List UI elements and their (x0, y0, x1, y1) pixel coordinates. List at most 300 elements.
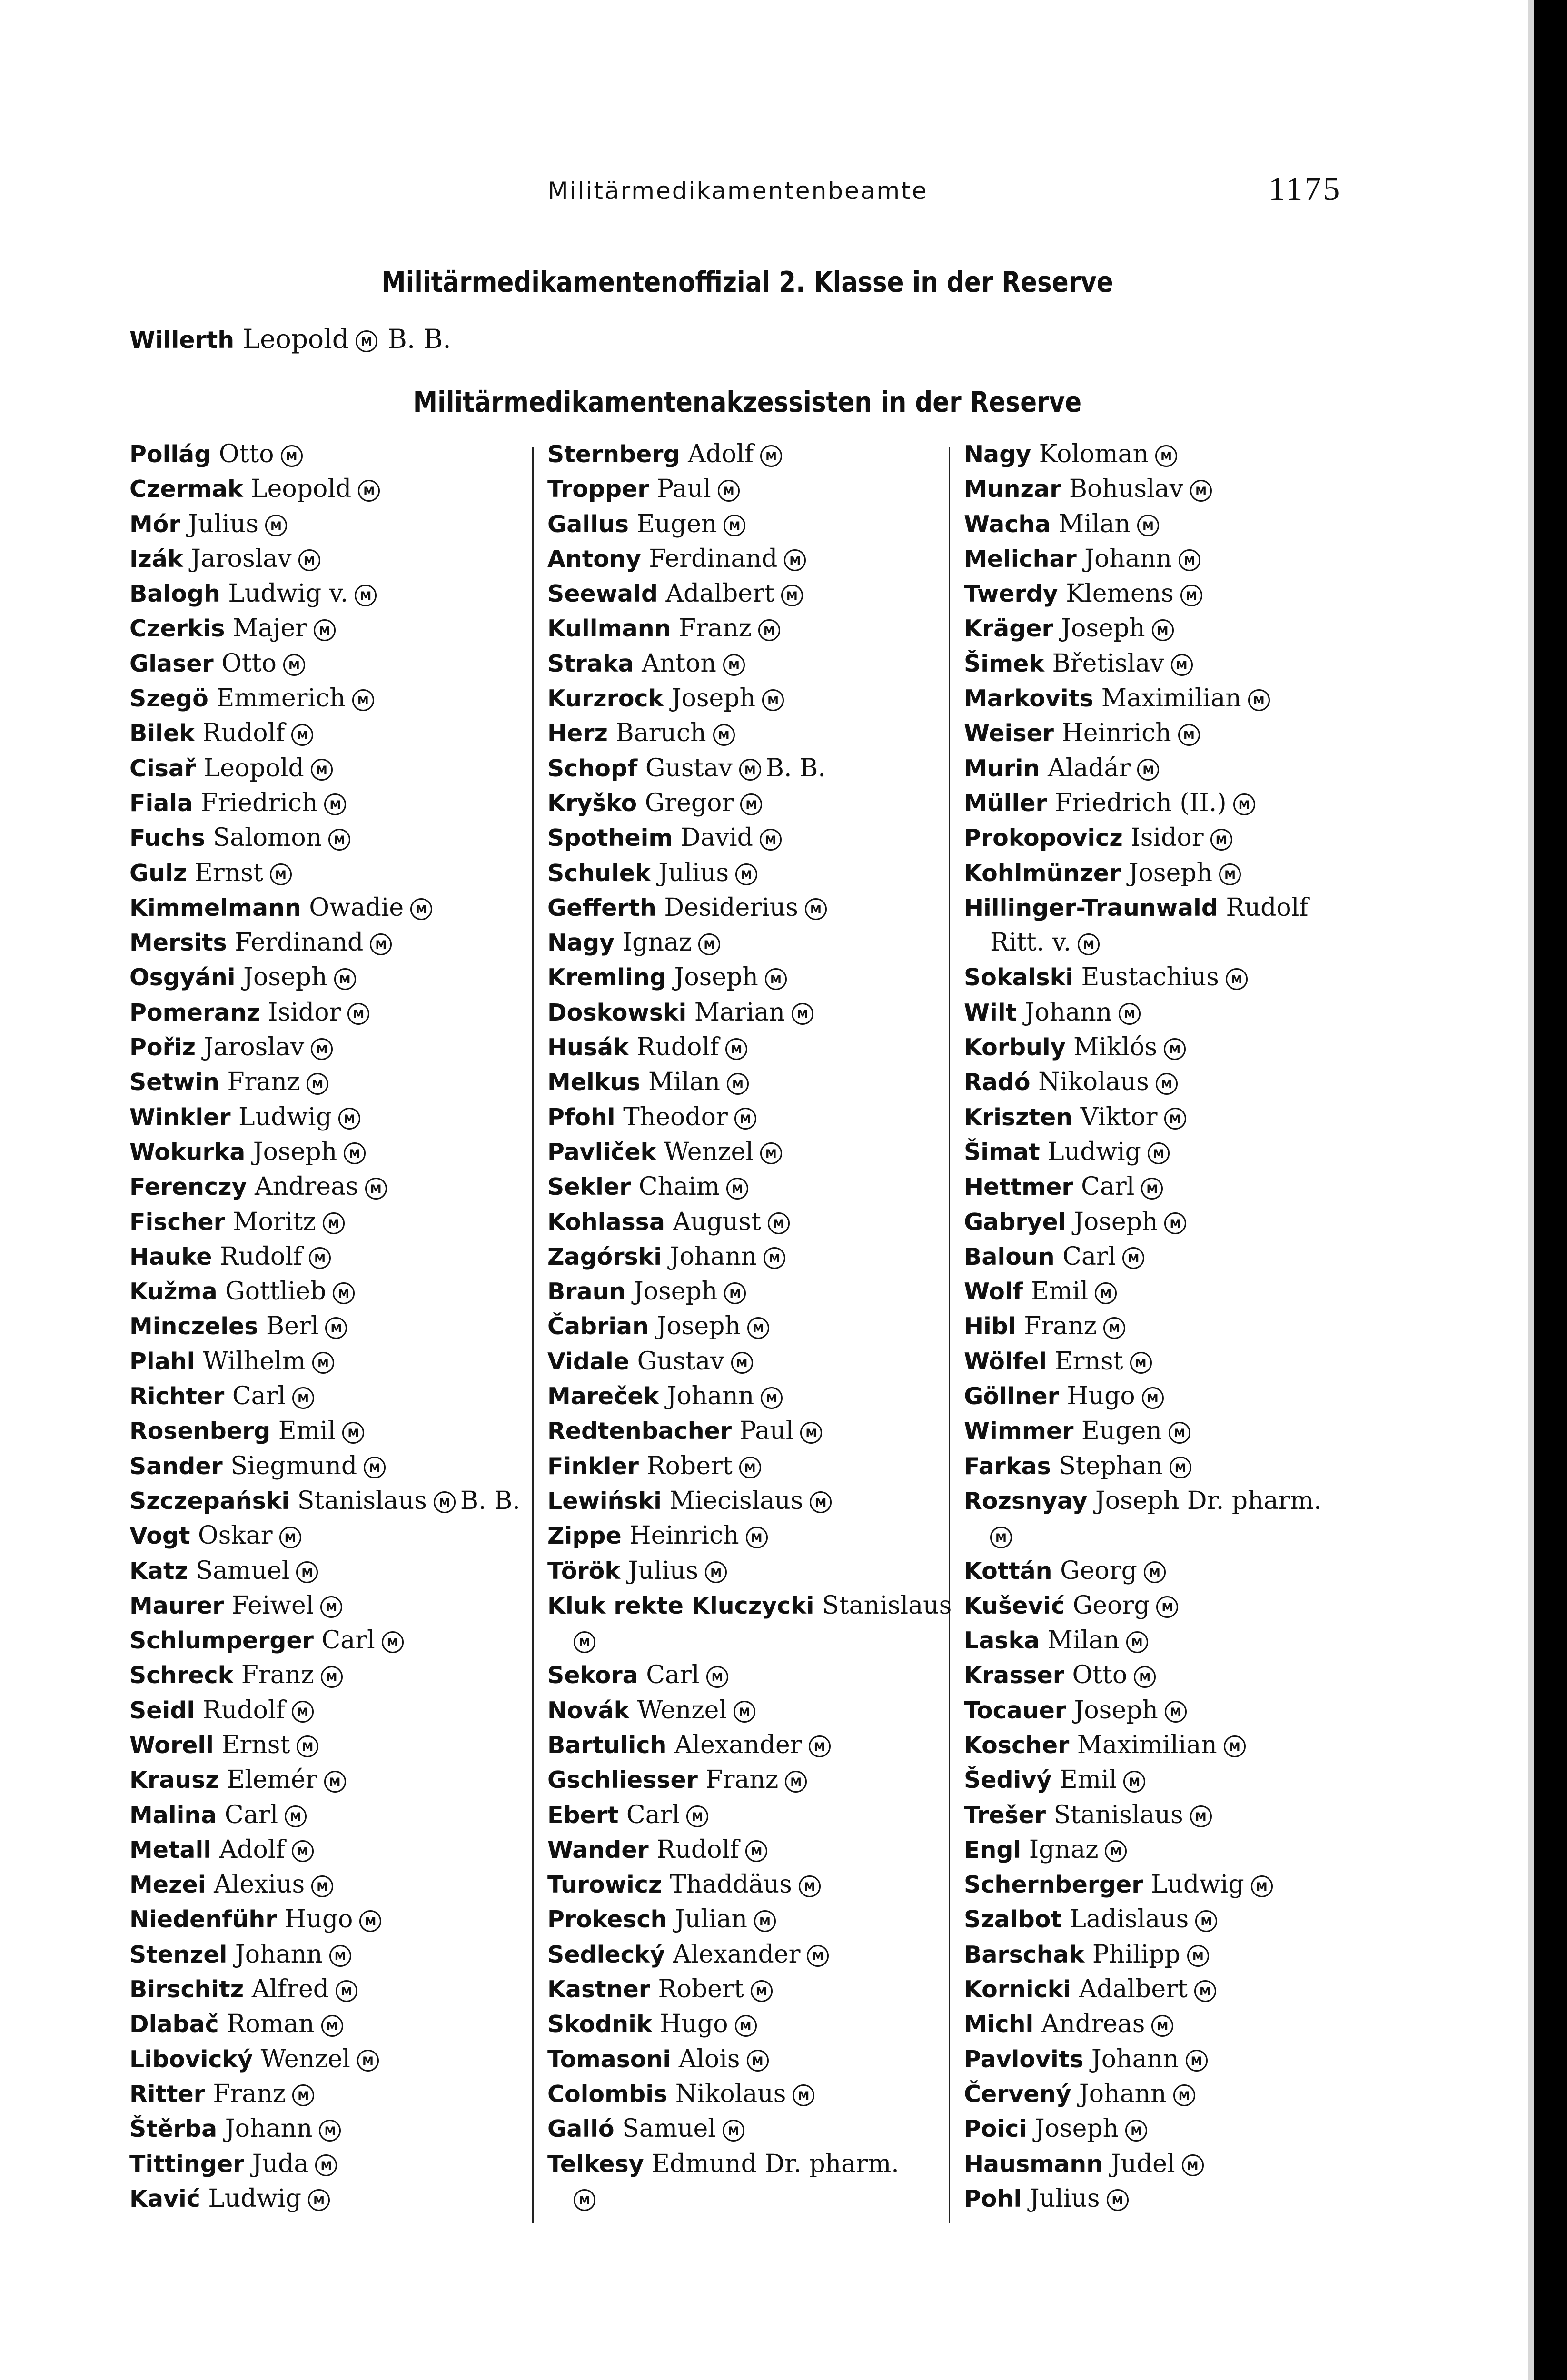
m-badge-icon: M (1182, 2154, 1204, 2176)
given-name: Emil (1031, 1277, 1089, 1306)
given-name: Franz (1024, 1312, 1097, 1341)
m-badge-icon: M (746, 1527, 768, 1548)
name-entry (547, 716, 952, 751)
given-name: Miecislaus (669, 1486, 803, 1515)
m-badge-icon: M (334, 968, 356, 990)
given-name: Ernst (194, 858, 263, 887)
m-badge-icon: M (686, 1805, 708, 1827)
surname: Mór (129, 510, 180, 538)
given-name: Jaroslav (190, 544, 292, 573)
m-badge-icon: M (768, 1212, 790, 1234)
surname: Kastner (547, 1976, 650, 2003)
surname: Gulz (129, 859, 187, 887)
surname: Schreck (129, 1662, 234, 1689)
m-badge-icon: M (308, 2189, 330, 2211)
name-entry (129, 2042, 525, 2077)
surname: Korbuly (964, 1034, 1066, 1061)
surname: Katz (129, 1557, 188, 1585)
m-badge-icon: M (745, 1840, 767, 1862)
given-name: Nikolaus (675, 2079, 786, 2108)
m-badge-icon: M (1165, 1701, 1187, 1723)
surname: Richter (129, 1383, 225, 1410)
given-name: Baruch (615, 719, 706, 748)
surname: Vogt (129, 1522, 190, 1550)
surname: Mersits (129, 929, 227, 957)
given-name: Wenzel (260, 2044, 350, 2073)
name-entry (964, 716, 1383, 751)
given-name: Rudolf (636, 1033, 719, 1062)
surname: Worell (129, 1731, 214, 1759)
given-name: Maximilian (1077, 1730, 1217, 1759)
given-name: Johann (1091, 2044, 1179, 2073)
m-badge-icon: M (1122, 1247, 1144, 1269)
given-name: Philipp (1092, 1940, 1180, 1969)
surname: Balogh (129, 580, 220, 608)
name-entry (964, 2042, 1383, 2077)
given-name: Břetislav (1052, 649, 1164, 678)
name-entry (964, 1937, 1383, 1972)
surname: Skodnik (547, 2011, 652, 2038)
given-name: Heinrich (1061, 719, 1171, 748)
name-entry (547, 1728, 952, 1763)
m-badge-icon: M (725, 1038, 747, 1060)
given-name: Jaroslav (203, 1033, 305, 1062)
m-badge-icon: M (1103, 1317, 1125, 1339)
surname: Kušević (964, 1592, 1065, 1619)
name-entry (964, 821, 1383, 855)
surname: Herz (547, 720, 608, 747)
surname: Czermak (129, 476, 243, 503)
m-badge-icon: M (760, 829, 782, 851)
m-badge-icon: M (270, 863, 292, 885)
given-name: Maximilian (1101, 684, 1241, 713)
given-name: Leopold (203, 754, 304, 783)
name-entry (129, 856, 525, 891)
surname: Winkler (129, 1103, 231, 1131)
surname: Hauke (129, 1243, 212, 1270)
m-badge-icon: M (283, 654, 305, 676)
name-entry (964, 995, 1383, 1030)
given-name: Friedrich (II.) (1055, 788, 1227, 817)
m-badge-icon: M (324, 1771, 346, 1793)
surname: Štěrba (129, 2115, 218, 2143)
name-entry (547, 1658, 952, 1693)
m-badge-icon: M (1134, 1666, 1156, 1688)
given-name: Carl (232, 1382, 286, 1411)
name-column-2 (547, 437, 952, 2216)
name-entry (547, 960, 952, 995)
surname: Engl (964, 1836, 1022, 1864)
surname: Schernberger (964, 1871, 1143, 1899)
note: B. B. (387, 324, 451, 354)
m-badge-icon: M (1178, 724, 1200, 746)
surname: Nagy (964, 441, 1031, 468)
surname: Weiser (964, 720, 1054, 747)
given-name: Heinrich (629, 1521, 739, 1550)
m-badge-icon: M (747, 1317, 769, 1339)
name-entry (547, 1449, 952, 1484)
section-title-accessists: Militärmedikamentenakzessisten in der Reserve (413, 386, 1082, 419)
given-name: Adolf (219, 1835, 285, 1864)
given-name: Joseph (674, 963, 758, 992)
name-entry (964, 2077, 1383, 2112)
m-badge-icon: M (1119, 1003, 1141, 1025)
name-entry (964, 576, 1383, 611)
name-entry (547, 1972, 952, 2007)
name-entry (547, 1205, 952, 1240)
surname: Baloun (964, 1243, 1055, 1270)
name-entry (129, 891, 525, 925)
name-entry (964, 1065, 1383, 1100)
m-badge-icon: M (765, 968, 787, 990)
m-badge-icon: M (410, 898, 432, 920)
m-badge-icon: M (1164, 1108, 1186, 1130)
surname: Sedlecký (547, 1941, 665, 1968)
name-entry (129, 576, 525, 611)
name-entry (964, 1972, 1383, 2007)
given-name: Franz (705, 1765, 779, 1795)
given-name: Joseph (243, 963, 327, 992)
m-badge-icon: M (1144, 1561, 1166, 1583)
name-entry (129, 1833, 525, 1867)
name-entry (964, 1309, 1383, 1344)
given-name: Ludwig (1150, 1870, 1244, 1899)
m-badge-icon: M (754, 1910, 776, 1932)
m-badge-icon: M (1151, 2015, 1173, 2037)
surname: Wander (547, 1836, 649, 1864)
m-badge-icon: M (1123, 1771, 1145, 1793)
name-entry (547, 1274, 952, 1309)
m-badge-icon: M (727, 1073, 749, 1095)
surname: Török (547, 1557, 620, 1585)
surname: Koscher (964, 1731, 1070, 1759)
name-entry (964, 1623, 1383, 1658)
given-name: Otto (218, 440, 274, 468)
surname: Antony (547, 545, 641, 573)
column-divider (532, 447, 534, 2223)
name-entry (964, 751, 1383, 786)
given-name: Gottlieb (225, 1277, 327, 1306)
surname: Markovits (964, 685, 1094, 713)
given-name: Joseph (671, 684, 756, 713)
surname: Osgyáni (129, 964, 236, 992)
name-entry (129, 1274, 525, 1309)
m-badge-icon: M (338, 1108, 360, 1130)
m-badge-icon: M (329, 1945, 351, 1967)
m-badge-icon: M (1141, 1178, 1163, 1200)
name-entry (129, 1867, 525, 1902)
given-name: Franz (241, 1661, 314, 1690)
m-badge-icon: M (1095, 1282, 1117, 1304)
m-badge-icon: M (1137, 759, 1159, 781)
note: B. B. (460, 1486, 520, 1515)
surname: Libovický (129, 2045, 253, 2073)
given-name: Joseph (656, 1312, 741, 1341)
name-entry (129, 2147, 525, 2182)
surname: Zippe (547, 1522, 622, 1550)
name-entry (129, 1658, 525, 1693)
given-name: Leopold (251, 475, 352, 504)
surname: Birschitz (129, 1976, 244, 2003)
given-name: Chaim (638, 1172, 720, 1201)
given-name: Carl (224, 1800, 278, 1829)
given-name: Rudolf (202, 1696, 285, 1725)
surname: Novák (547, 1696, 630, 1724)
running-title: Militärmedikamentenbeamte (547, 177, 928, 205)
m-badge-icon: M (574, 1631, 595, 1653)
m-badge-icon: M (265, 515, 287, 536)
m-badge-icon: M (314, 619, 336, 641)
m-badge-icon: M (781, 585, 803, 606)
surname: Stenzel (129, 1941, 228, 1968)
surname: Malina (129, 1801, 217, 1829)
m-badge-icon: M (311, 1038, 333, 1060)
surname: Czerkis (129, 615, 225, 643)
given-name: Carl (321, 1626, 375, 1655)
name-entry (129, 1065, 525, 1100)
section-title-officer: Militärmedikamentenoffizial 2. Klasse in der Reserve (381, 266, 1113, 299)
surname: Ebert (547, 1801, 619, 1829)
surname: Hausmann (964, 2150, 1103, 2178)
name-entry (547, 1867, 952, 1902)
m-badge-icon: M (279, 1527, 301, 1548)
given-name: Carl (626, 1800, 680, 1829)
m-badge-icon: M (1226, 968, 1248, 990)
m-badge-icon: M (319, 2120, 341, 2142)
m-badge-icon: M (347, 1003, 369, 1025)
m-badge-icon: M (364, 1457, 386, 1478)
name-entry (129, 1798, 525, 1833)
m-badge-icon: M (1137, 515, 1159, 536)
m-badge-icon: M (740, 793, 762, 815)
m-badge-icon: M (292, 1387, 314, 1409)
name-entry (964, 1658, 1383, 1693)
given-name: Friedrich (200, 788, 318, 817)
page-number: 1175 (1269, 171, 1342, 208)
surname: Michl (964, 2011, 1034, 2038)
given-name: Johann (669, 1242, 757, 1271)
surname: Tittinger (129, 2150, 245, 2178)
given-name: Joseph (253, 1137, 337, 1166)
m-badge-icon: M (734, 1701, 755, 1723)
m-badge-icon: M (309, 1247, 331, 1269)
m-badge-icon: M (751, 1980, 773, 2002)
given-name: Johann (1079, 2079, 1167, 2108)
surname: Doskowski (547, 999, 687, 1026)
surname: Pavlovits (964, 2045, 1084, 2073)
surname: Rosenberg (129, 1418, 271, 1445)
surname: Wokurka (129, 1138, 246, 1166)
given-name: Samuel (622, 2114, 716, 2143)
name-entry (964, 1798, 1383, 1833)
name-entry (129, 1170, 525, 1204)
name-entry (547, 507, 952, 542)
m-badge-icon: M (698, 933, 720, 955)
given-name: Robert (658, 1975, 744, 2004)
surname: Wilt (964, 999, 1017, 1026)
m-badge-icon: M (1194, 1980, 1216, 2002)
surname: Twerdy (964, 580, 1058, 608)
m-badge-icon: M (1164, 1038, 1186, 1060)
given-name: Emmerich (216, 684, 346, 713)
m-badge-icon: M (1156, 1596, 1178, 1618)
given-name: Hugo (1067, 1382, 1135, 1411)
m-badge-icon: M (1233, 793, 1255, 815)
name-entry (547, 472, 952, 506)
surname: Szczepański (129, 1487, 290, 1515)
given-name: Ludwig (1048, 1137, 1141, 1166)
surname: Kohlmünzer (964, 859, 1121, 887)
given-name: Milan (1058, 509, 1131, 538)
name-entry (129, 1414, 525, 1448)
name-entry (547, 2007, 952, 2042)
name-entry (547, 1100, 952, 1135)
name-entry (129, 1728, 525, 1763)
given-name: Owadie (309, 893, 404, 922)
given-name: Andreas (255, 1172, 358, 1201)
surname: Husák (547, 1034, 629, 1061)
given-name: Gustav (637, 1347, 724, 1376)
name-entry (129, 1763, 525, 1797)
surname: Bartulich (547, 1731, 667, 1759)
surname: Cisař (129, 754, 196, 782)
m-badge-icon: M (705, 1561, 727, 1583)
m-badge-icon: M (810, 1491, 832, 1513)
name-entry (129, 1588, 525, 1623)
given-name: Julian (674, 1905, 747, 1934)
given-name: Wilhelm (203, 1347, 306, 1376)
m-badge-icon: M (323, 1212, 345, 1234)
surname: Gefferth (547, 894, 656, 922)
officer-entry (129, 324, 451, 354)
m-badge-icon: M (292, 1701, 314, 1723)
m-badge-icon: M (311, 1875, 333, 1897)
m-badge-icon: M (1148, 1142, 1170, 1164)
name-entry (547, 2077, 952, 2112)
surname: Šedivý (964, 1766, 1052, 1794)
surname: Maurer (129, 1592, 224, 1619)
surname: Melkus (547, 1069, 641, 1096)
surname: Wolf (964, 1278, 1023, 1306)
m-badge-icon: M (320, 1596, 342, 1618)
m-badge-icon: M (307, 1073, 328, 1095)
given-name: Edmund Dr. pharm. (652, 2149, 899, 2178)
m-badge-icon: M (1180, 585, 1202, 606)
name-entry (129, 925, 525, 960)
surname: Colombis (547, 2080, 668, 2108)
name-entry (129, 2112, 525, 2146)
name-entry (547, 1554, 952, 1588)
name-entry (964, 1554, 1383, 1588)
name-entry (547, 611, 952, 646)
surname: Zagórski (547, 1243, 662, 1270)
given-name: David (680, 823, 753, 853)
given-name: Paul (656, 475, 711, 504)
name-entry (129, 751, 525, 786)
name-entry (547, 1937, 952, 1972)
name-entry (964, 1344, 1383, 1379)
given-name: Hugo (285, 1905, 353, 1934)
name-column-3 (964, 437, 1383, 2216)
name-entry (547, 786, 952, 821)
name-entry (547, 1518, 952, 1553)
given-name: Ludwig (238, 1102, 332, 1131)
surname: Hibl (964, 1313, 1016, 1340)
name-entry (129, 1693, 525, 1728)
name-entry (964, 1867, 1383, 1902)
m-badge-icon: M (356, 330, 377, 352)
name-entry (964, 542, 1383, 576)
name-column-1 (129, 437, 525, 2216)
name-entry (129, 995, 525, 1030)
m-badge-icon: M (352, 689, 374, 711)
name-entry (964, 646, 1383, 681)
m-badge-icon: M (807, 1945, 829, 1967)
given-name: Thaddäus (669, 1870, 792, 1899)
given-name: Stanislaus (1053, 1800, 1183, 1829)
entry-continuation (547, 2182, 952, 2216)
given-name: Julius (188, 509, 258, 538)
m-badge-icon: M (734, 1108, 756, 1130)
surname: Sekora (547, 1662, 638, 1689)
m-badge-icon: M (735, 2015, 757, 2037)
given-name: Stanislaus (297, 1486, 427, 1515)
given-name: Johann (235, 1940, 323, 1969)
name-entry (547, 1588, 952, 1623)
given-name: Julius (1029, 2184, 1100, 2213)
name-entry (964, 1833, 1383, 1867)
surname: Rozsnyay (964, 1487, 1088, 1515)
surname: Pohl (964, 2185, 1022, 2212)
given-name: Salomon (213, 823, 322, 853)
given-name: Miklós (1073, 1033, 1158, 1062)
surname: Vidale (547, 1348, 630, 1375)
name-entry (129, 2077, 525, 2112)
surname: Kurzrock (547, 685, 664, 713)
surname: Melichar (964, 545, 1077, 573)
given-name: Berl (266, 1312, 319, 1341)
name-entry (964, 1763, 1383, 1797)
m-badge-icon: M (1164, 1212, 1186, 1234)
given-name: Emil (1059, 1765, 1117, 1795)
surname: Gabryel (964, 1208, 1066, 1236)
surname: Kavić (129, 2185, 200, 2212)
name-entry (964, 2112, 1383, 2146)
given-name: Ignaz (1029, 1835, 1099, 1864)
name-entry (129, 2007, 525, 2042)
given-name: Gregor (645, 788, 734, 817)
surname: Göllner (964, 1383, 1059, 1410)
surname: Izák (129, 545, 183, 573)
name-entry (964, 1170, 1383, 1204)
name-entry (129, 1344, 525, 1379)
given-name: Eugen (636, 509, 717, 538)
m-badge-icon: M (1210, 829, 1232, 851)
surname: Kornicki (964, 1976, 1071, 2003)
given-name: Roman (227, 2010, 315, 2039)
m-badge-icon: M (359, 1910, 381, 1932)
m-badge-icon: M (1171, 654, 1193, 676)
m-badge-icon: M (1130, 1352, 1152, 1374)
name-entry (129, 646, 525, 681)
name-entry (129, 472, 525, 506)
surname: Poici (964, 2115, 1027, 2143)
given-name: Georg (1072, 1591, 1150, 1620)
given-name: Anton (642, 649, 716, 678)
name-entry (964, 472, 1383, 506)
m-badge-icon: M (1155, 445, 1177, 467)
m-badge-icon: M (792, 1003, 813, 1025)
